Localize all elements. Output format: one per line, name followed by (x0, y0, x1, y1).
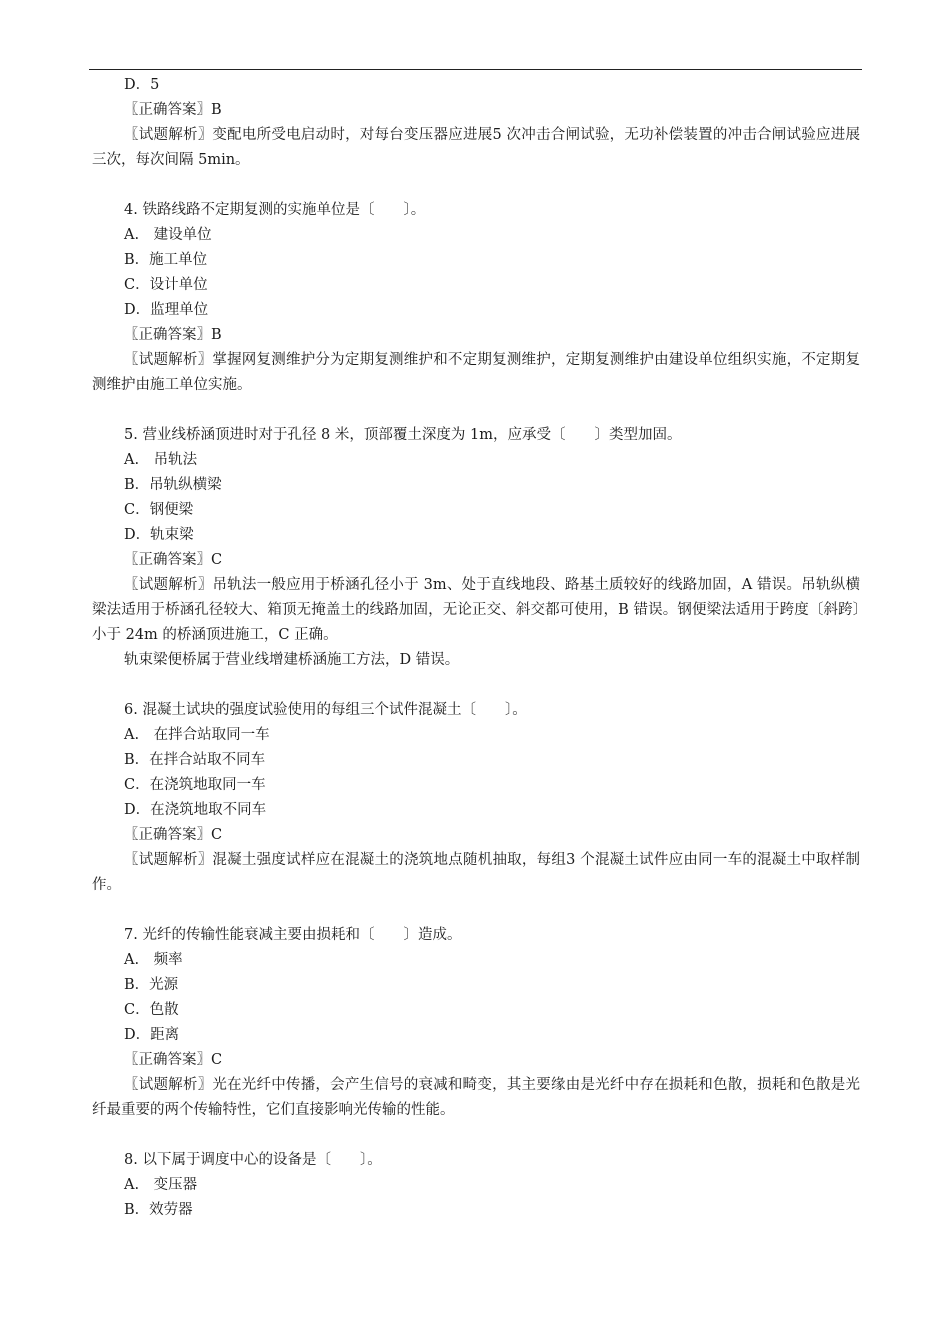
option-b: B．施工单位 (124, 252, 208, 268)
option-a: A. 在拌合站取同一车 (124, 727, 270, 743)
spacer (92, 898, 860, 923)
option-b: B．在拌合站取不同车 (124, 752, 266, 768)
header-rule (89, 69, 862, 70)
correct-answer: 〖正确答案〗C (124, 827, 223, 843)
spacer (92, 173, 860, 198)
document-body (92, 73, 860, 1223)
spacer (92, 673, 860, 698)
option-c: C．在浇筑地取同一车 (124, 777, 266, 793)
spacer (92, 1123, 860, 1148)
option-d: D．距离 (124, 1027, 180, 1043)
spacer (92, 398, 860, 423)
question-7 (92, 923, 860, 1123)
question-8 (92, 1148, 860, 1223)
correct-answer: 〖正确答案〗B (124, 102, 222, 118)
option-c: C．钢便梁 (124, 502, 194, 518)
option-d: D．5 (124, 77, 160, 93)
explanation: 〖试题解析〗掌握网复测维护分为定期复测维护和不定期复测维护，定期复测维护由建设单位组织实施，不定期复测维护由施工单位实施。 (92, 352, 860, 393)
option-b: B．吊轨纵横梁 (124, 477, 222, 493)
explanation: 〖试题解析〗吊轨法一般应用于桥涵孔径小于 3m、处于直线地段、路基土质较好的线路加固，A 错误。吊轨纵横梁法适用于桥涵孔径较大、箱顶无掩盖土的线路加固，无论正交、斜交都可使用，B 错误。钢便梁法适用于跨度〔斜跨〕小于 24m 的桥涵顶进施工，C 正确。 (92, 577, 860, 643)
explanation: 〖试题解析〗光在光纤中传播，会产生信号的衰减和畸变，其主要缘由是光纤中存在损耗和色散，损耗和色散是光纤最重要的两个传输特性，它们直接影响光传输的性能。 (92, 1077, 860, 1118)
question-stem: 8. 以下属于调度中心的设备是〔 〕。 (124, 1152, 382, 1168)
explanation-continued: 轨束梁便桥属于营业线增建桥涵施工方法，D 错误。 (124, 652, 460, 668)
option-d: D．轨束梁 (124, 527, 194, 543)
option-d: D．在浇筑地取不同车 (124, 802, 267, 818)
option-a: A. 变压器 (124, 1177, 198, 1193)
correct-answer: 〖正确答案〗C (124, 1052, 223, 1068)
question-stem: 4. 铁路线路不定期复测的实施单位是〔 〕。 (124, 202, 426, 218)
option-b: B．效劳器 (124, 1202, 193, 1218)
option-a: A. 建设单位 (124, 227, 212, 243)
option-c: C．设计单位 (124, 277, 208, 293)
explanation: 〖试题解析〗变配电所受电启动时，对每台变压器应进展5 次冲击合闸试验，无功补偿装置的冲击合闸试验应进展三次，每次间隔 5min。 (92, 127, 860, 168)
question-stem: 5. 营业线桥涵顶进时对于孔径 8 米，顶部覆土深度为 1m，应承受〔 〕类型加固。 (124, 427, 682, 443)
question-4 (92, 198, 860, 398)
question-6 (92, 698, 860, 898)
explanation: 〖试题解析〗混凝土强度试样应在混凝土的浇筑地点随机抽取，每组3 个混凝土试件应由同一车的混凝土中取样制作。 (92, 852, 860, 893)
option-c: C．色散 (124, 1002, 179, 1018)
question-3-tail (92, 73, 860, 173)
option-b: B．光源 (124, 977, 179, 993)
option-d: D．监理单位 (124, 302, 209, 318)
option-a: A. 吊轨法 (124, 452, 198, 468)
question-stem: 6. 混凝土试块的强度试验使用的每组三个试件混凝土〔 〕。 (124, 702, 527, 718)
correct-answer: 〖正确答案〗C (124, 552, 223, 568)
correct-answer: 〖正确答案〗B (124, 327, 222, 343)
question-5 (92, 423, 860, 673)
question-stem: 7. 光纤的传输性能衰减主要由损耗和〔 〕造成。 (124, 927, 462, 943)
option-a: A. 频率 (124, 952, 183, 968)
